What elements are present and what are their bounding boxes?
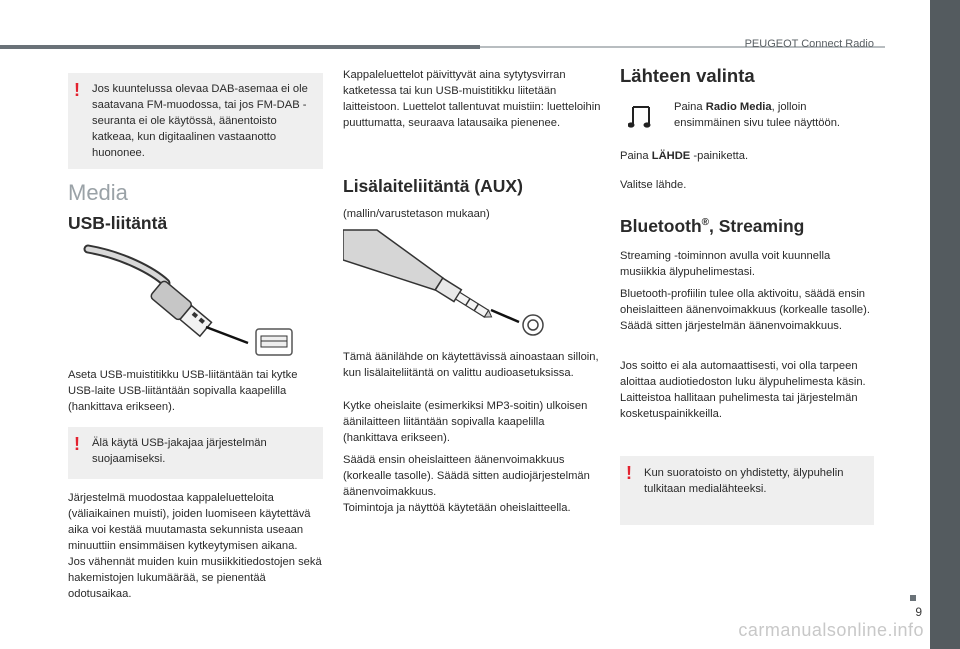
- aux-jack-illustration: [343, 226, 553, 336]
- continue-marker: [910, 595, 916, 601]
- usb-connector-illustration: [68, 243, 298, 358]
- warning-text: Älä käytä USB-jakajaa järjestelmän suojaamiseksi.: [92, 437, 267, 465]
- aux-volume-text: Säädä ensin oheislaitteen äänenvoimakkuus (korkealle tasolle). Säädä sitten audiojärjestelmän äänenvoimakkuus.: [343, 454, 590, 498]
- bt-volume-text: Säädä sitten järjestelmän äänenvoimakkuus.: [620, 320, 843, 332]
- usb-playlist-info: [68, 490, 326, 602]
- side-bar: [930, 0, 960, 649]
- music-note-icon: [628, 104, 654, 130]
- header-rule: [0, 45, 480, 49]
- usb-heading: USB-liitäntä: [68, 213, 168, 233]
- registered-mark: ®: [701, 217, 710, 229]
- bt-profile-text: Bluetooth-profiilin tulee olla aktivoitu, säädä ensin oheislaitteen äänenvoimakkuus (korkealle tasolle).: [620, 288, 870, 316]
- warning-icon: !: [626, 463, 632, 483]
- header-title: PEUGEOT Connect Radio: [744, 38, 874, 50]
- select-source-instruction: Valitse lähde.: [620, 179, 687, 191]
- watermark: carmanualsonline.info: [738, 620, 924, 640]
- text-part: Paina: [620, 150, 652, 162]
- text-part: Paina: [674, 101, 706, 113]
- text-part: -painiketta.: [690, 150, 749, 162]
- radio-media-label: Radio Media: [705, 101, 772, 113]
- section-title-media: Media: [68, 180, 128, 205]
- aux-subtitle: (mallin/varustetason mukaan): [343, 208, 490, 220]
- source-heading: Lähteen valinta: [620, 65, 755, 86]
- aux-heading: Lisälaiteliitäntä (AUX): [343, 176, 523, 196]
- source-button-label: LÄHDE: [651, 150, 691, 162]
- warning-box-streaming: [620, 456, 874, 525]
- warning-icon: !: [74, 80, 80, 100]
- page-number: 9: [915, 605, 922, 619]
- bt-playback-info: [620, 358, 875, 422]
- usb-instructions: Aseta USB-muistitikku USB-liitäntään tai kytke USB-laite USB-liitäntään sopivalla kaapelilla (hankittava erikseen).: [68, 369, 298, 413]
- source-button-instruction: [620, 148, 875, 164]
- bt-playback-text: Jos soitto ei ala automaattisesti, voi olla tarpeen aloittaa audiotiedoston luku älypuhelimesta käsin.: [620, 360, 866, 388]
- usb-playlist-text: Järjestelmä muodostaa kappaleluetteloita (väliaikainen muisti), joiden luomiseen käytettävä aika voi kestää muutamasta sekunnista useaan minuuttiin ensimmäisen kytkeytymisen aikana.: [68, 492, 311, 552]
- warning-icon: !: [74, 434, 80, 454]
- bt-control-text: Laitteistoa hallitaan puhelimesta tai järjestelmän kosketuspainikkeilla.: [620, 392, 858, 420]
- radio-media-instruction: [674, 99, 874, 131]
- warning-box-usb-hub: [68, 427, 323, 479]
- playlist-update-info: Kappaleluettelot päivittyvät aina sytytysvirran katketessa tai kun USB-muistitikku liitetään laitteistoon. Luettelot tallentuvat muistiin: luetteloihin puuttumatta, seuraava latausaika pienenee.: [343, 69, 601, 129]
- aux-volume: [343, 452, 605, 516]
- aux-connect: Kytke oheislaite (esimerkiksi MP3-soitin) ulkoisen äänilaitteen liitäntään sopivalla kaapelilla (hankittava erikseen).: [343, 400, 588, 444]
- text-part: Bluetooth: [620, 216, 702, 236]
- warning-text: Kun suoratoisto on yhdistetty, älypuhelin tulkitaan medialähteeksi.: [644, 467, 844, 495]
- bluetooth-heading: [620, 216, 804, 237]
- streaming-info: Streaming -toiminnon avulla voit kuunnella musiikkia älypuhelimestasi.: [620, 250, 831, 278]
- usb-wait-tip: Jos vähennät muiden kuin musiikkitiedostojen sekä hakemistojen lukumäärää, se pienentää odotusaikaa.: [68, 556, 322, 600]
- aux-info: Tämä äänilähde on käytettävissä ainoastaan silloin, kun lisälaiteliitäntä on valittu audioasetuksissa.: [343, 351, 599, 379]
- warning-text: Jos kuuntelussa olevaa DAB-asemaa ei ole saatavana FM-muodossa, tai jos FM-DAB -seuranta ei ole käytössä, äänentoisto katkeaa, kun digitaalinen vastaanotto huononee.: [92, 83, 308, 159]
- warning-box-dab: [68, 73, 323, 169]
- aux-control-text: Toimintoja ja näyttöä käytetään oheislaitteella.: [343, 502, 571, 514]
- text-part: , jolloin ensimmäinen sivu tulee näyttöön.: [674, 101, 841, 129]
- bt-profile-info: [620, 286, 875, 334]
- text-part: , Streaming: [709, 216, 805, 236]
